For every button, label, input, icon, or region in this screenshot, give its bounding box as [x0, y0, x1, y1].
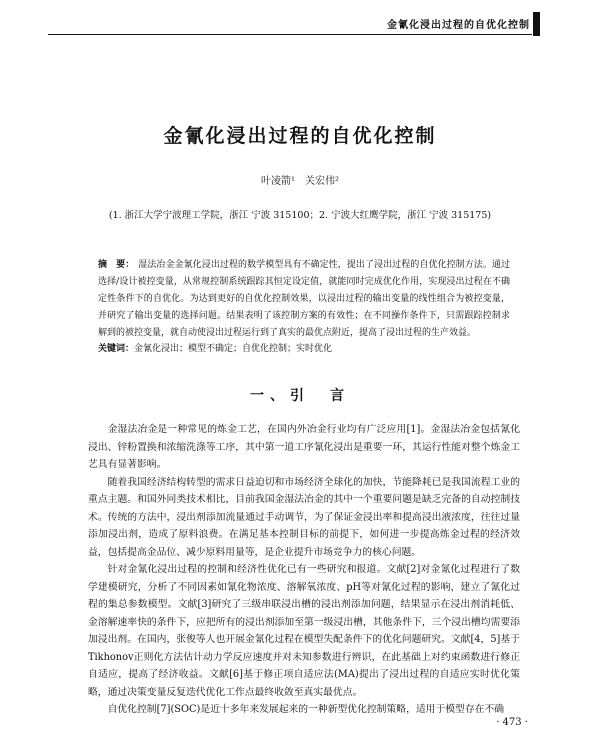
body-paragraph: 针对金氰化浸出过程的控制和经济性优化已有一些研究和报道。文献[2]对金氰化过程进行了数学建模研究，分析了不同因素如氰化物浓度、溶解氧浓度、pH等对氰化过程的影响，建立了氰化过程的集总参数模型。文献[3]研究了三级串联浸出槽的浸出剂添加问题，结果显示在浸出剂消耗低、金溶解速率快的条件下，应把所有的浸出剂添加至第一级浸出槽，其他条件下，三个浸出槽均需要添加浸出剂。在国内，张俊等人也开展金氰化过程在模型失配条件下的优化问题研究。文献[4，5]基于Tikhonov正则化方法估计动力学反应速度并对未知参数进行辨识，在此基础上对约束函数进行修正自适应，提高了经济收益。文献[6]基于修正项自适应法(MA)提出了浸出过程的自适应实时优化策略，通过决策变量反复迭代优化工作点最终收敛至真实最优点。: [88, 564, 520, 698]
abstract-label: 摘 要：: [98, 260, 135, 270]
running-header: 金氰化浸出过程的自优化控制: [387, 20, 530, 31]
page-number: · 473 ·: [496, 717, 528, 728]
body-paragraph: 自优化控制[7](SOC)是近十多年来发展起来的一种新型优化控制策略，适用于模型存在不确: [107, 704, 505, 715]
paper-title: 金氰化浸出过程的自优化控制: [163, 125, 437, 147]
keywords-text: 金氰化浸出；模型不确定；自优化控制；实时优化: [134, 344, 333, 354]
header-mark: [533, 12, 540, 36]
body-paragraph: 随着我国经济结构转型的需求日益迫切和市场经济全球化的加快，节能降耗已是我国流程工业的重点主题。和国外同类技术相比，目前我国金湿法冶金的其中一个重要问题是缺乏完备的自动控制技术。传统的方法中，浸出剂添加流量通过手动调节，为了保证金浸出率和提高浸出液浓度，往往过量添加浸出剂，造成了原料浪费。在满足基本控制目标的前提下，如何进一步提高炼金过程的经济效益，包括提高金品位、减少原料用量等，是企业提升市场竞争力的核心问题。: [88, 476, 520, 558]
header-rule: [48, 34, 532, 35]
keywords-label: 关键词：: [98, 344, 135, 354]
abstract: [98, 257, 510, 342]
body-paragraph: 金湿法冶金是一种常见的炼金工艺，在国内外冶金行业均有广泛应用[1]。金湿法冶金包括氰化浸出、锌粉置换和浓缩洗涤等工序，其中第一道工序氰化浸出是重要一环，其运行性能对整个炼金工艺具有显著影响。: [88, 424, 520, 470]
body-text: [88, 421, 520, 719]
affiliations: (1. 浙江大学宁波理工学院，浙江 宁波 315100；2. 宁波大红鹰学院，浙江 宁波 315175): [108, 210, 492, 221]
authors: 叶凌箭¹ 关宏伟²: [260, 176, 340, 187]
section-heading: 一、引 言: [250, 388, 350, 404]
keywords: [98, 341, 510, 358]
abstract-text: 湿法冶金金氰化浸出过程的数学模型具有不确定性，提出了浸出过程的自优化控制方法。通过选择/设计被控变量，从常规控制系统跟踪其恒定设定值，就能同时完成优化作用，实现浸出过程在不确定性条件下的自优化。为达到更好的自优化控制效果，以浸出过程的输出变量的线性组合为被控变量，并研究了输出变量的选择问题。结果表明了该控制方案的有效性；在不同操作条件下，只需跟踪控制求解到的被控变量，就自动使浸出过程运行到了真实的最优点附近，提高了浸出过程的生产效益。: [98, 260, 510, 338]
